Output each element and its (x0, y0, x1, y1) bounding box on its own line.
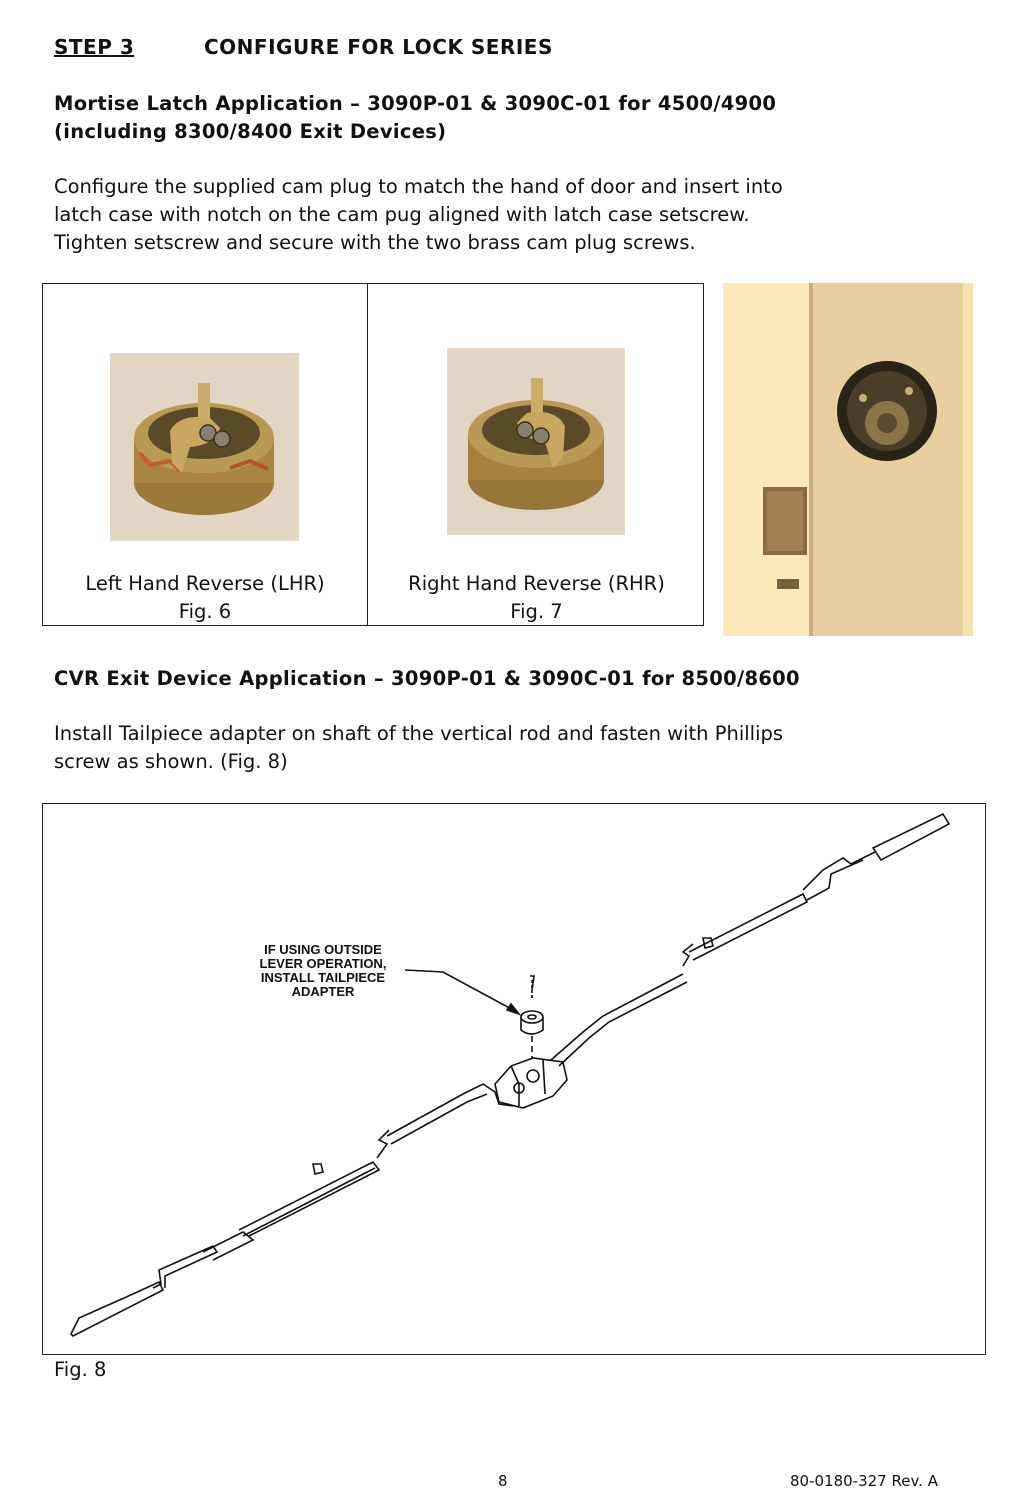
lhr-caption-text: Left Hand Reverse (LHR) (85, 572, 325, 595)
mortise-heading-line2: (including 8300/8400 Exit Devices) (54, 120, 447, 143)
mortise-instructions (54, 173, 783, 257)
fig6-label: Fig. 6 (178, 600, 232, 623)
step-label: STEP 3 (54, 35, 135, 59)
step-heading (54, 35, 553, 59)
mortise-body-line3: Tighten setscrew and secure with the two brass cam plug screws. (54, 231, 696, 254)
lhr-caption (43, 570, 367, 626)
vertical-rod-diagram (43, 804, 985, 1354)
fig8-label: Fig. 8 (54, 1358, 107, 1381)
cvr-body-line1: Install Tailpiece adapter on shaft of the vertical rod and fasten with Phillips (54, 722, 784, 745)
rhr-caption-text: Right Hand Reverse (RHR) (408, 572, 665, 595)
mortise-heading-line1: Mortise Latch Application – 3090P-01 & 3090C-01 for 4500/4900 (54, 92, 777, 115)
callout-leader (405, 970, 517, 1012)
cam-plug-figure-table (42, 283, 704, 626)
document-revision: 80-0180-327 Rev. A (790, 1472, 938, 1490)
vertical-rod-diagram-frame (42, 803, 986, 1355)
callout-line2: LEVER OPERATION, (259, 956, 387, 971)
mortise-body-line1: Configure the supplied cam plug to match the hand of door and insert into (54, 175, 783, 198)
step-title: CONFIGURE FOR LOCK SERIES (204, 35, 553, 59)
lhr-cam-plug-photo (110, 353, 299, 541)
callout-line3: INSTALL TAILPIECE (260, 970, 386, 985)
page-number: 8 (498, 1472, 508, 1490)
callout-line4: ADAPTER (291, 984, 355, 999)
mortise-heading (54, 90, 776, 146)
rhr-cam-plug-photo (447, 348, 625, 535)
cvr-instructions (54, 720, 783, 776)
cvr-body-line2: screw as shown. (Fig. 8) (54, 750, 288, 773)
center-block (495, 1058, 567, 1108)
door-cam-plug-installed-photo (723, 283, 973, 636)
callout-line1: IF USING OUTSIDE (264, 942, 382, 957)
mortise-body-line2: latch case with notch on the cam pug aligned with latch case setscrew. (54, 203, 750, 226)
lower-rod (71, 1282, 163, 1336)
rhr-caption (368, 570, 705, 626)
fig7-label: Fig. 7 (510, 600, 563, 623)
cvr-heading: CVR Exit Device Application – 3090P-01 & 3090C-01 for 8500/8600 (54, 667, 800, 690)
